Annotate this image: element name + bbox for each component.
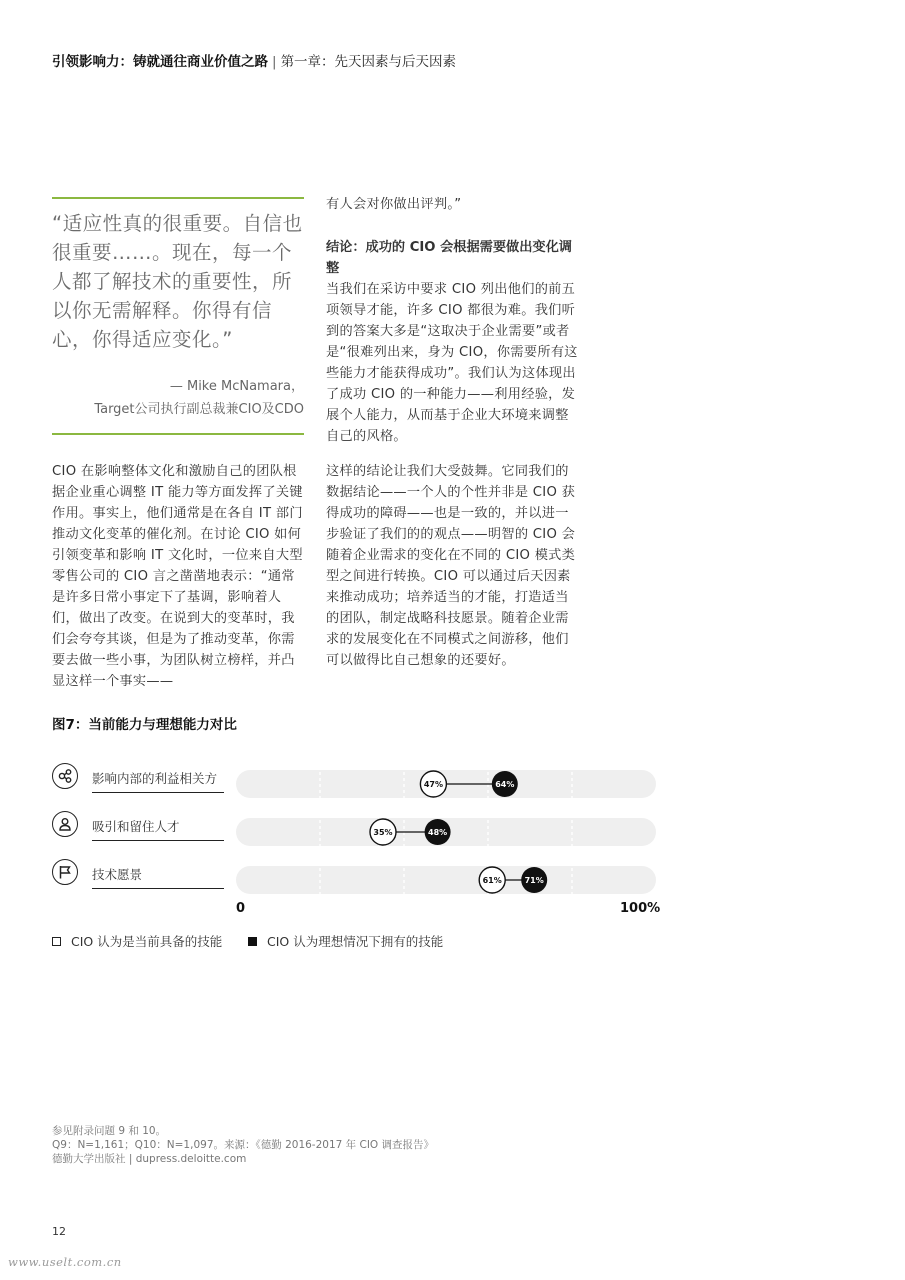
header-chapter: 第一章：先天因素与后天因素 [280,54,457,70]
body-paragraph: 有人会对你做出评判。” [326,197,462,212]
header-separator: | [272,54,277,70]
watermark: www.uselt.com.cn [8,1255,122,1269]
axis-min-label: 0 [236,901,246,916]
legend-current [52,932,222,950]
current-value-label: 47% [423,780,443,790]
note-line: 参见附录问题 9 和 10。 [52,1125,167,1137]
ideal-value-label: 71% [524,876,544,886]
header-title: 引领影响力：铸就通往商业价值之路 [52,54,268,70]
legend-ideal [248,932,443,950]
flag-icon [52,859,78,885]
note-line: Q9：N=1,161；Q10：N=1,097。来源：《德勤 2016-2017 年 CIO 调查报告》 [52,1139,435,1151]
current-value-label: 35% [373,828,393,838]
person-icon [52,811,78,837]
quote-attribution-title: Target公司执行副总裁兼CIO及CDO [94,402,304,417]
body-right-paragraph-2 [326,461,578,671]
body-paragraph: 这样的结论让我们大受鼓舞。它同我们的数据结论——一个人的个性并非是 CIO 获得成功的障碍——也是一致的，并以进一步验证了我们的的观点——明智的 CIO 会随着企业需求的变化在不同的 CIO 模式类型之间进行转换。CIO 可以通过后天因素来推动成功；培养适当的才能，打造适当的团队，制定战略科技愿景。随着企业需求的发展变化在不同模式之间游移，他们可以做得比自己想象的还要好。 [326,464,576,668]
running-header [52,50,456,70]
legend-open-square-icon [52,937,61,946]
row-label-vision: 技术愿景 [92,865,224,889]
body-paragraph: 当我们在采访中要求 CIO 列出他们的前五项领导才能，许多 CIO 都很为难。我们听到的答案大多是“这取决于企业需要”或者是“很难列出来，身为 CIO，你需要所有这些能力才能获得成功”。我们认为这体现出了成功 CIO 的一种能力——利用经验，发展个人能力，从而基于企业大环境来调整自己的风格。 [326,282,578,444]
figure-notes [52,1124,434,1166]
quote-attribution-name: — Mike McNamara， [169,379,304,394]
ideal-value-label: 64% [495,780,515,790]
page-number: 12 [52,1225,66,1238]
quote-text: “适应性真的很重要。自信也很重要……。现在，每一个人都了解技术的重要性，所以你无需解释。你得有信心，你得适应变化。” [52,212,303,351]
figure-title: 图7：当前能力与理想能力对比 [52,717,237,733]
row-label-stakeholders: 影响内部的利益相关方 [92,769,224,793]
ideal-value-label: 48% [428,828,448,838]
axis-max-label: 100% [620,901,661,916]
conclusion-heading: 结论：成功的 CIO 会根据需要做出变化调整 [326,240,572,276]
body-left-column [52,461,304,692]
legend-ideal-label: CIO 认为理想情况下拥有的技能 [267,934,444,949]
body-right-continuation [326,194,578,215]
note-line: 德勤大学出版社 | dupress.deloitte.com [52,1153,247,1165]
current-value-label: 61% [482,876,502,886]
row-label-talent: 吸引和留住人才 [92,817,224,841]
network-icon [52,763,78,789]
body-paragraph: CIO 在影响整体文化和激励自己的团队根据企业重心调整 IT 能力等方面发挥了关键作用。事实上，他们通常是在各自 IT 部门推动文化变革的催化剂。在讨论 CIO 如何引领变革和影响 IT 文化时，一位来自大型零售公司的 CIO 言之凿凿地表示：“通常是许多日常小事定下了基调，影响着人们，做出了改变。在说到大的变革时，我们会夸夸其谈，但是为了推动变革，你需要去做一些小事，为团队树立榜样，并凸显这样一个事实—— [52,464,303,689]
pull-quote [52,197,304,435]
legend-current-label: CIO 认为是当前具备的技能 [71,934,223,949]
legend-filled-square-icon [248,937,257,946]
dumbbell-chart [236,760,656,900]
body-right-paragraph-1 [326,279,578,447]
